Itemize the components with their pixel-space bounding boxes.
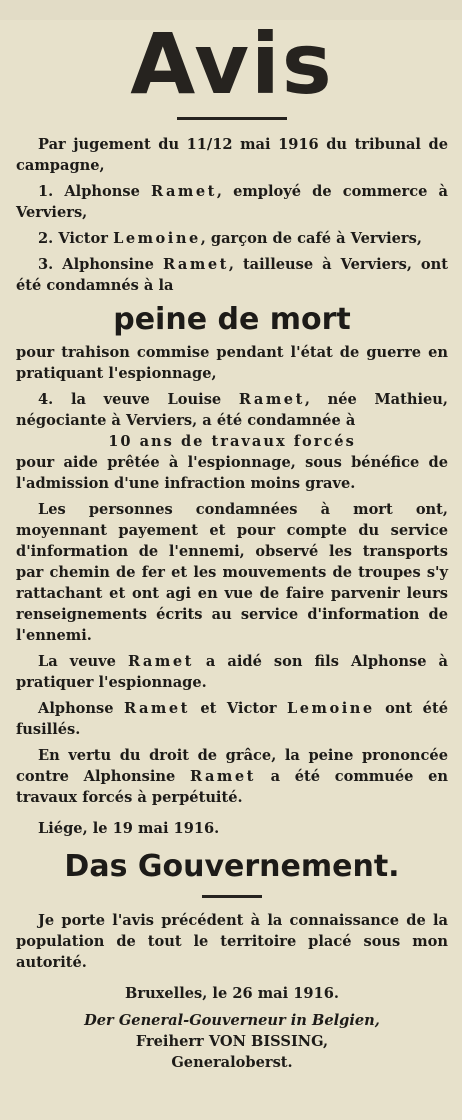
signature-title: Der General-Gouverneur in Belgien,: [84, 1012, 380, 1029]
notice-poster: [0, 15, 462, 1120]
treason-charge: pour trahison commise pendant l'état de guerre en pratiquant l'espionnage,: [16, 344, 448, 382]
offence-description: Les personnes condamnées à mort ont, moyennant payement et pour compte du service d'information de l'ennemi, observé les transports par chemin de fer et les mouvements de troupes s'y rattachant et ont agi en vue de faire parvenir leurs renseignements écrits au service d'information de l'ennemi.: [16, 501, 448, 644]
title-divider: [177, 117, 287, 120]
condemned-4: 4. la veuve Louise Ramet, née Mathieu, négociante à Verviers, a été condamnée à: [16, 391, 448, 429]
condemned-1: 1. Alphonse Ramet, employé de commerce à Verviers,: [16, 183, 448, 221]
forced-labour-sentence: 10 ans de travaux forcés: [108, 433, 356, 450]
judgment-intro: Par jugement du 11/12 mai 1916 du tribunal de campagne,: [16, 136, 448, 174]
brussels-date: Bruxelles, le 26 mai 1916.: [125, 985, 339, 1002]
condemned-3: 3. Alphonsine Ramet, tailleuse à Verviers, ont été condamnés à la: [16, 256, 449, 294]
publication-paragraph: Je porte l'avis précédent à la connaissance de la population de tout le territoire placé sous mon autorité.: [16, 912, 448, 971]
pardon-paragraph: En vertu du droit de grâce, la peine prononcée contre Alphonsine Ramet a été commuée en travaux forcés à perpétuité.: [16, 747, 449, 806]
death-sentence-heading: peine de mort: [113, 302, 351, 337]
signature-name: Freiherr VON BISSING,: [135, 1033, 329, 1050]
liege-date: Liége, le 19 mai 1916.: [38, 820, 220, 837]
espionage-aid-charge: pour aide prêtée à l'espionnage, sous bénéfice de l'admission d'une infraction moins grave.: [16, 454, 448, 492]
government-heading: Das Gouvernement.: [64, 849, 400, 884]
execution-paragraph: Alphonse Ramet et Victor Lemoine ont été fusillés.: [16, 700, 448, 738]
government-divider: [202, 895, 262, 898]
condemned-2: 2. Victor Lemoine, garçon de café à Verviers,: [38, 230, 422, 247]
signature-rank: Generaloberst.: [171, 1054, 293, 1071]
poster-title: Avis: [130, 15, 334, 113]
widow-paragraph: La veuve Ramet a aidé son fils Alphonse à pratiquer l'espionnage.: [16, 653, 448, 691]
